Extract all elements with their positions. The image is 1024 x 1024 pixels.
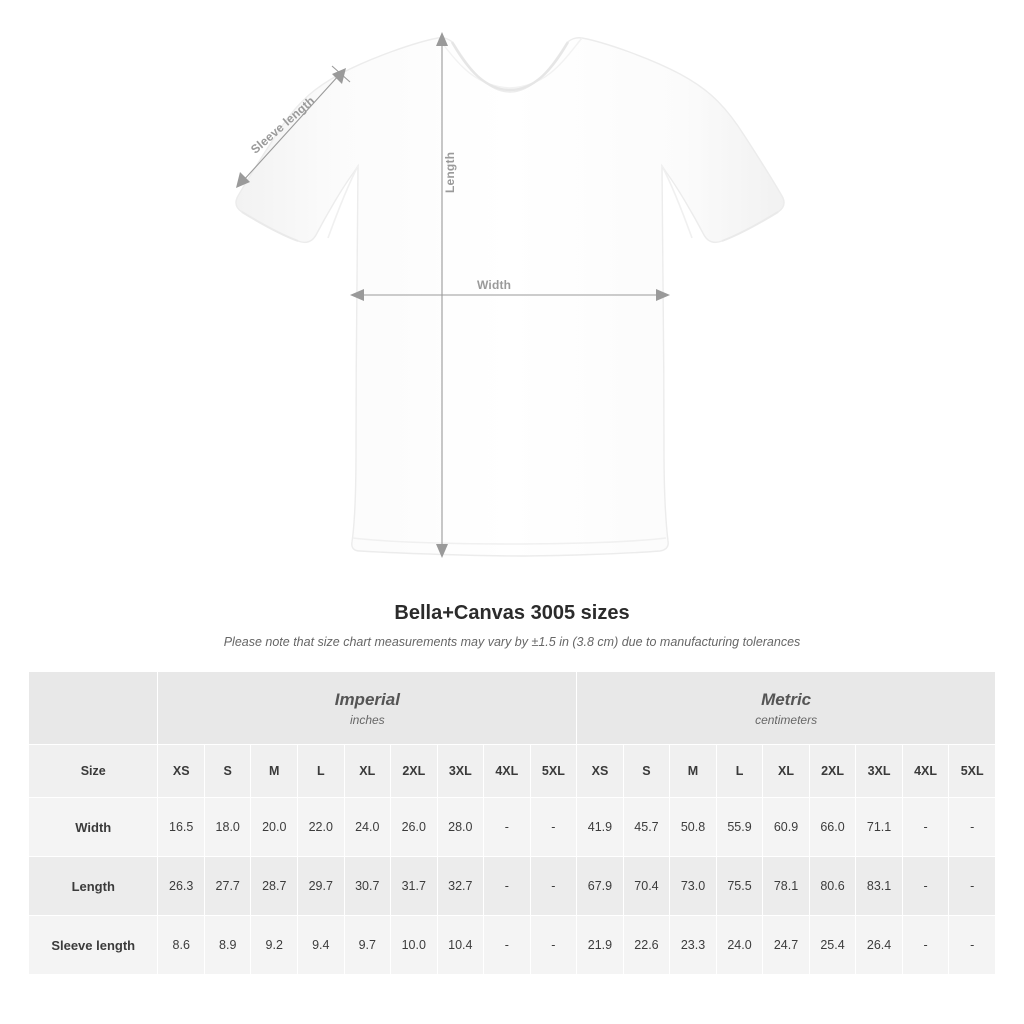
cell-sleeve-metric-3xl: 26.4 — [856, 916, 903, 975]
sleeve-length-measurement-label: Sleeve length — [248, 93, 318, 157]
cell-length-metric-s: 70.4 — [623, 857, 670, 916]
table-row — [29, 857, 996, 916]
width-measurement-label: Width — [477, 278, 512, 292]
cell-length-metric-3xl: 83.1 — [856, 857, 903, 916]
cell-length-metric-4xl: - — [902, 857, 949, 916]
cell-sleeve-metric-xl: 24.7 — [763, 916, 810, 975]
size-header-imperial-xl: XL — [344, 745, 391, 798]
size-header-metric-xs: XS — [577, 745, 624, 798]
size-header-imperial-2xl: 2XL — [391, 745, 438, 798]
cell-sleeve-metric-4xl: - — [902, 916, 949, 975]
page-title: Bella+Canvas 3005 sizes — [394, 602, 630, 624]
unit-header-row — [29, 672, 996, 745]
unit-header-imperial — [158, 672, 577, 745]
cell-sleeve-metric-l: 24.0 — [716, 916, 763, 975]
cell-length-metric-xs: 67.9 — [577, 857, 624, 916]
unit-sub-metric: centimeters — [755, 713, 818, 728]
table-row — [29, 916, 996, 975]
cell-sleeve-metric-2xl: 25.4 — [809, 916, 856, 975]
cell-sleeve-imperial-2xl: 10.0 — [391, 916, 438, 975]
cell-width-metric-4xl: - — [902, 798, 949, 857]
size-header-imperial-m: M — [251, 745, 298, 798]
row-label-sleeve-length: Sleeve length — [29, 916, 158, 975]
cell-width-imperial-xs: 16.5 — [158, 798, 205, 857]
size-header-imperial-3xl: 3XL — [437, 745, 484, 798]
cell-length-metric-5xl: - — [949, 857, 996, 916]
cell-sleeve-imperial-3xl: 10.4 — [437, 916, 484, 975]
cell-sleeve-imperial-l: 9.4 — [298, 916, 345, 975]
cell-length-imperial-5xl: - — [530, 857, 577, 916]
cell-width-metric-3xl: 71.1 — [856, 798, 903, 857]
size-header-metric-m: M — [670, 745, 717, 798]
cell-length-imperial-xl: 30.7 — [344, 857, 391, 916]
cell-width-metric-m: 50.8 — [670, 798, 717, 857]
cell-sleeve-metric-s: 22.6 — [623, 916, 670, 975]
size-header-row — [29, 745, 996, 798]
cell-sleeve-metric-xs: 21.9 — [577, 916, 624, 975]
cell-width-imperial-s: 18.0 — [204, 798, 251, 857]
row-label-length: Length — [29, 857, 158, 916]
cell-width-metric-5xl: - — [949, 798, 996, 857]
cell-width-metric-xl: 60.9 — [763, 798, 810, 857]
cell-length-imperial-4xl: - — [484, 857, 531, 916]
tolerance-note: Please note that size chart measurements may vary by ±1.5 in (3.8 cm) due to manufacturing tolerances — [223, 635, 801, 649]
size-chart-table — [28, 671, 996, 975]
cell-width-metric-xs: 41.9 — [577, 798, 624, 857]
cell-width-imperial-3xl: 28.0 — [437, 798, 484, 857]
size-header-imperial-4xl: 4XL — [484, 745, 531, 798]
row-label-width: Width — [29, 798, 158, 857]
cell-width-metric-2xl: 66.0 — [809, 798, 856, 857]
cell-length-imperial-l: 29.7 — [298, 857, 345, 916]
unit-header-metric — [577, 672, 996, 745]
cell-sleeve-imperial-xl: 9.7 — [344, 916, 391, 975]
cell-width-imperial-xl: 24.0 — [344, 798, 391, 857]
unit-name-imperial: Imperial — [334, 689, 400, 709]
cell-length-imperial-3xl: 32.7 — [437, 857, 484, 916]
cell-length-imperial-s: 27.7 — [204, 857, 251, 916]
cell-width-metric-l: 55.9 — [716, 798, 763, 857]
cell-width-imperial-2xl: 26.0 — [391, 798, 438, 857]
cell-length-imperial-m: 28.7 — [251, 857, 298, 916]
size-table-wrap — [28, 671, 996, 975]
chart-header — [0, 602, 1024, 649]
cell-length-imperial-xs: 26.3 — [158, 857, 205, 916]
cell-length-metric-l: 75.5 — [716, 857, 763, 916]
cell-width-imperial-5xl: - — [530, 798, 577, 857]
size-header-imperial-l: L — [298, 745, 345, 798]
cell-length-metric-2xl: 80.6 — [809, 857, 856, 916]
size-header-metric-xl: XL — [763, 745, 810, 798]
cell-width-imperial-m: 20.0 — [251, 798, 298, 857]
cell-sleeve-metric-m: 23.3 — [670, 916, 717, 975]
size-header-imperial-5xl: 5XL — [530, 745, 577, 798]
length-measurement-label: Length — [443, 151, 457, 193]
cell-width-imperial-l: 22.0 — [298, 798, 345, 857]
size-header-metric-3xl: 3XL — [856, 745, 903, 798]
size-header-metric-4xl: 4XL — [902, 745, 949, 798]
size-header-imperial-xs: XS — [158, 745, 205, 798]
unit-sub-imperial: inches — [349, 713, 385, 728]
size-header-metric-l: L — [716, 745, 763, 798]
unit-header-spacer — [29, 672, 158, 745]
cell-sleeve-imperial-5xl: - — [530, 916, 577, 975]
cell-length-metric-m: 73.0 — [670, 857, 717, 916]
cell-width-metric-s: 45.7 — [623, 798, 670, 857]
cell-sleeve-imperial-4xl: - — [484, 916, 531, 975]
cell-sleeve-imperial-s: 8.9 — [204, 916, 251, 975]
cell-width-imperial-4xl: - — [484, 798, 531, 857]
cell-length-metric-xl: 78.1 — [763, 857, 810, 916]
size-header-metric-2xl: 2XL — [809, 745, 856, 798]
cell-sleeve-metric-5xl: - — [949, 916, 996, 975]
table-row — [29, 798, 996, 857]
cell-sleeve-imperial-xs: 8.6 — [158, 916, 205, 975]
cell-sleeve-imperial-m: 9.2 — [251, 916, 298, 975]
size-header-metric-5xl: 5XL — [949, 745, 996, 798]
size-header-imperial-s: S — [204, 745, 251, 798]
unit-name-metric: Metric — [761, 689, 812, 709]
size-label-header: Size — [29, 745, 158, 798]
size-header-metric-s: S — [623, 745, 670, 798]
cell-length-imperial-2xl: 31.7 — [391, 857, 438, 916]
